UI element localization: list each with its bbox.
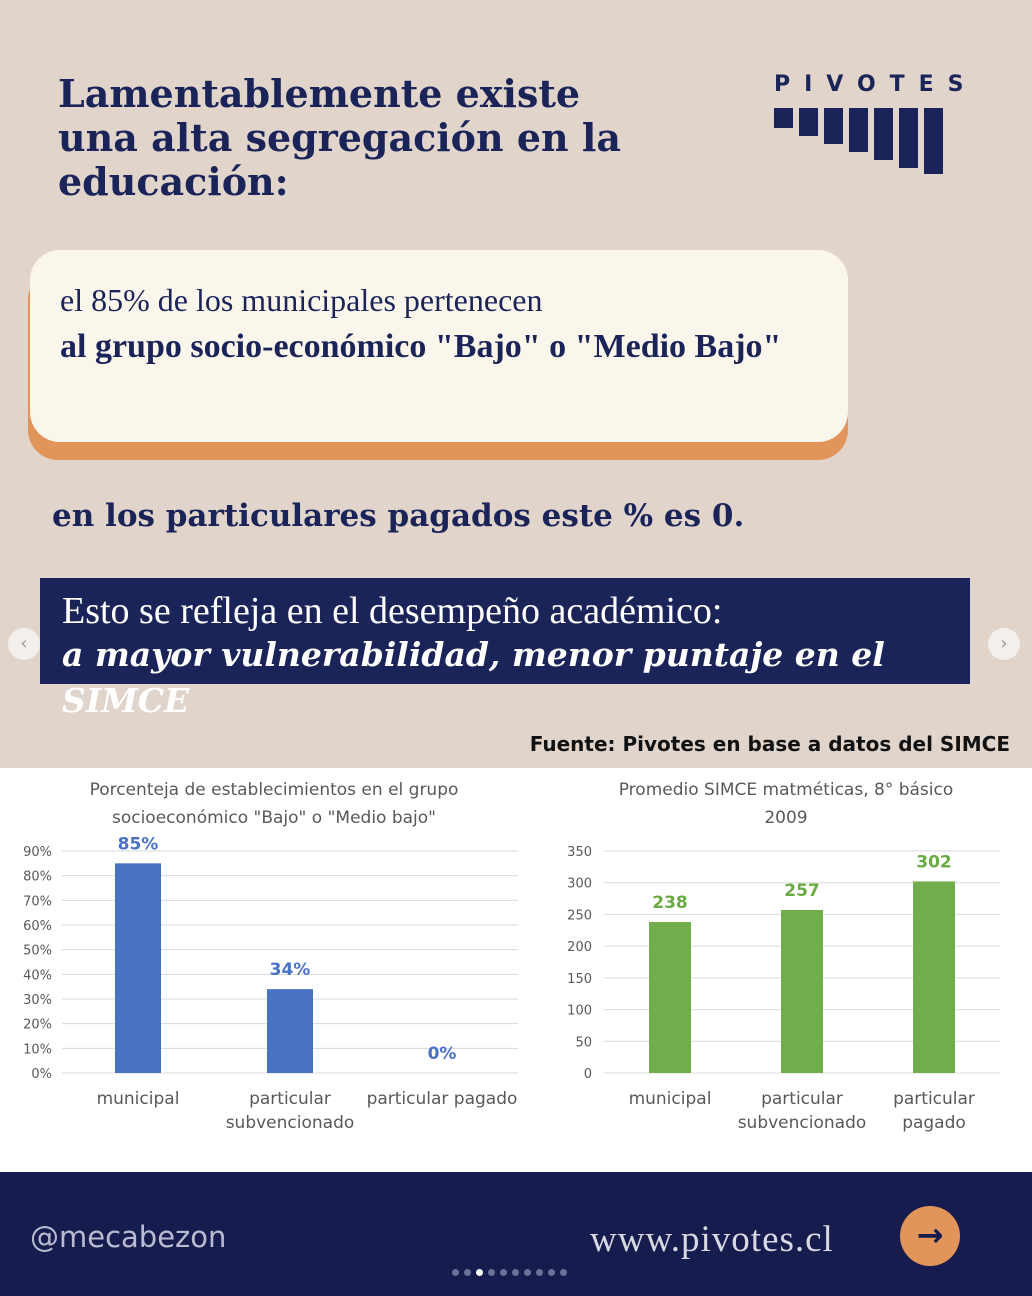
category-label: subvencionado xyxy=(225,1113,355,1133)
banner-line-2: a mayor vulnerabilidad, menor puntaje en el SIMCE xyxy=(62,635,885,720)
category-label: subvencionado xyxy=(737,1113,867,1133)
y-tick-label: 100 xyxy=(567,1003,592,1019)
y-tick-label: 30% xyxy=(23,993,52,1008)
y-tick-label: 80% xyxy=(23,869,52,885)
y-tick-label: 200 xyxy=(567,940,592,956)
category-label: particular xyxy=(893,1089,975,1109)
carousel-dot xyxy=(524,1269,531,1276)
carousel-dot xyxy=(500,1269,507,1276)
footer xyxy=(0,1172,1032,1296)
chart-title-line: Porcenteja de establecimientos en el grupo xyxy=(89,780,459,800)
conclusion-banner xyxy=(40,578,970,720)
logo-text: PIVOTES xyxy=(774,72,978,97)
category-label: particular xyxy=(249,1089,331,1109)
category-label: particular pagado xyxy=(366,1089,518,1109)
data-label: 302 xyxy=(916,852,952,873)
logo-bars-icon xyxy=(774,108,943,174)
y-tick-label: 20% xyxy=(23,1017,52,1033)
charts-svg xyxy=(0,768,1032,1172)
category-label: particular xyxy=(761,1089,843,1109)
carousel-dots xyxy=(452,1269,567,1276)
y-tick-label: 250 xyxy=(567,908,592,924)
bar xyxy=(115,863,161,1073)
carousel-dot xyxy=(548,1269,555,1276)
carousel-dot xyxy=(560,1269,567,1276)
data-label: 257 xyxy=(784,880,820,901)
y-tick-label: 50 xyxy=(575,1035,592,1051)
chart-title-line: Promedio SIMCE matméticas, 8° básico xyxy=(618,780,954,800)
carousel-dot xyxy=(464,1269,471,1276)
y-tick-label: 10% xyxy=(23,1042,52,1058)
y-tick-label: 0% xyxy=(31,1067,52,1082)
banner-line-1: Esto se refleja en el desempeño académico: xyxy=(62,590,723,632)
y-tick-label: 350 xyxy=(567,845,592,860)
previous-slide-button[interactable]: ‹ xyxy=(8,628,40,660)
y-tick-label: 50% xyxy=(23,943,52,959)
highlight-card xyxy=(30,250,848,442)
bar xyxy=(781,910,823,1073)
y-tick-label: 150 xyxy=(567,971,592,987)
card-text-bold: al grupo socio-económico "Bajo" o "Medio Bajo" xyxy=(60,328,782,365)
y-tick-label: 60% xyxy=(23,919,52,934)
y-tick-label: 0 xyxy=(583,1067,592,1082)
data-label: 238 xyxy=(652,893,688,914)
y-tick-label: 300 xyxy=(567,876,592,892)
y-tick-label: 40% xyxy=(23,968,52,984)
website-link[interactable]: www.pivotes.cl xyxy=(590,1219,834,1260)
carousel-dot xyxy=(488,1269,495,1276)
source-note: Fuente: Pivotes en base a datos del SIMCE xyxy=(529,732,1010,756)
author-handle: @mecabezon xyxy=(30,1220,227,1254)
carousel-dot xyxy=(452,1269,459,1276)
headline: Lamentablemente existe una alta segregación en la educación: xyxy=(58,71,621,204)
next-slide-button[interactable]: › xyxy=(988,628,1020,660)
bar xyxy=(649,922,691,1073)
carousel-dot xyxy=(536,1269,543,1276)
y-tick-label: 90% xyxy=(23,845,52,860)
chart-title-line: 2009 xyxy=(764,808,808,828)
category-label: municipal xyxy=(96,1089,180,1109)
card-text-regular: el 85% de los municipales pertenecen xyxy=(60,282,543,318)
category-label: pagado xyxy=(902,1113,966,1133)
carousel-dot-active xyxy=(476,1269,483,1276)
data-label: 0% xyxy=(427,1044,457,1064)
chart-title-line: socioeconómico "Bajo" o "Medio bajo" xyxy=(111,808,437,828)
next-arrow-button[interactable]: → xyxy=(900,1206,960,1266)
statement-text: en los particulares pagados este % es 0. xyxy=(52,498,745,534)
data-label: 85% xyxy=(117,834,159,855)
bar xyxy=(913,881,955,1073)
category-label: municipal xyxy=(628,1089,712,1109)
pivotes-logo xyxy=(774,72,978,182)
y-tick-label: 70% xyxy=(23,894,52,910)
bar xyxy=(267,989,313,1073)
data-label: 34% xyxy=(269,960,311,981)
charts-panel xyxy=(0,768,1032,1172)
carousel-dot xyxy=(512,1269,519,1276)
